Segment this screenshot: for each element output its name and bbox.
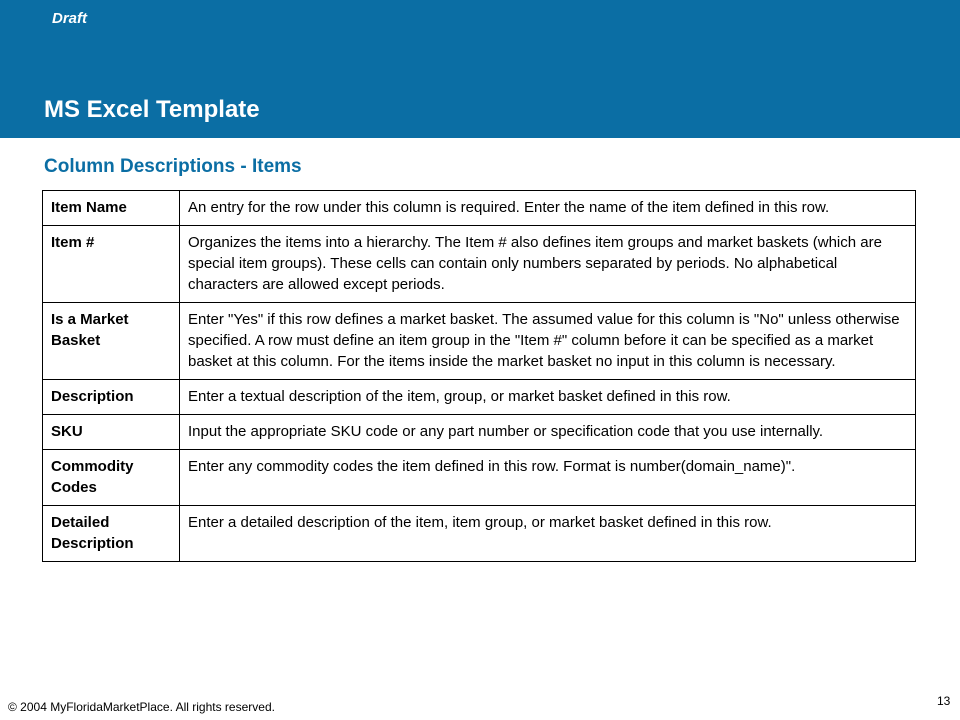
- column-description-cell: Enter a detailed description of the item, item group, or market basket defined in this row.: [180, 506, 916, 562]
- section-subtitle: Column Descriptions - Items: [44, 156, 302, 177]
- column-name-cell: Item Name: [43, 191, 180, 226]
- column-name-cell: SKU: [43, 415, 180, 450]
- table-row: [43, 450, 916, 506]
- table-row: [43, 415, 916, 450]
- column-description-cell: Enter "Yes" if this row defines a market basket. The assumed value for this column is "No" unless otherwise specified. A row must define an item group in the "Item #" column before it can be specified as a market basket at this column. For the items inside the market basket no input in this column is necessary.: [180, 303, 916, 380]
- column-name-cell: Item #: [43, 226, 180, 303]
- column-description-cell: Input the appropriate SKU code or any part number or specification code that you use internally.: [180, 415, 916, 450]
- draft-label: Draft: [52, 10, 88, 27]
- column-description-cell: Enter any commodity codes the item defined in this row. Format is number(domain_name)".: [180, 450, 916, 506]
- page-number: 13: [937, 694, 951, 708]
- header-banner: [0, 0, 960, 138]
- column-description-cell: Enter a textual description of the item, group, or market basket defined in this row.: [180, 380, 916, 415]
- column-description-cell: Organizes the items into a hierarchy. The Item # also defines item groups and market baskets (which are special item groups). These cells can contain only numbers separated by periods. No alphabetical characters are allowed except periods.: [180, 226, 916, 303]
- table-row: [43, 506, 916, 562]
- column-descriptions-table: [42, 190, 916, 562]
- column-name-cell: Commodity Codes: [43, 450, 180, 506]
- column-name-cell: Detailed Description: [43, 506, 180, 562]
- table-row: [43, 380, 916, 415]
- column-name-cell: Description: [43, 380, 180, 415]
- table-row: [43, 226, 916, 303]
- table-row: [43, 191, 916, 226]
- copyright-notice: © 2004 MyFloridaMarketPlace. All rights reserved.: [8, 700, 275, 714]
- column-name-cell: Is a Market Basket: [43, 303, 180, 380]
- column-description-cell: An entry for the row under this column is required. Enter the name of the item defined in this row.: [180, 191, 916, 226]
- page-title: MS Excel Template: [44, 96, 260, 123]
- table-row: [43, 303, 916, 380]
